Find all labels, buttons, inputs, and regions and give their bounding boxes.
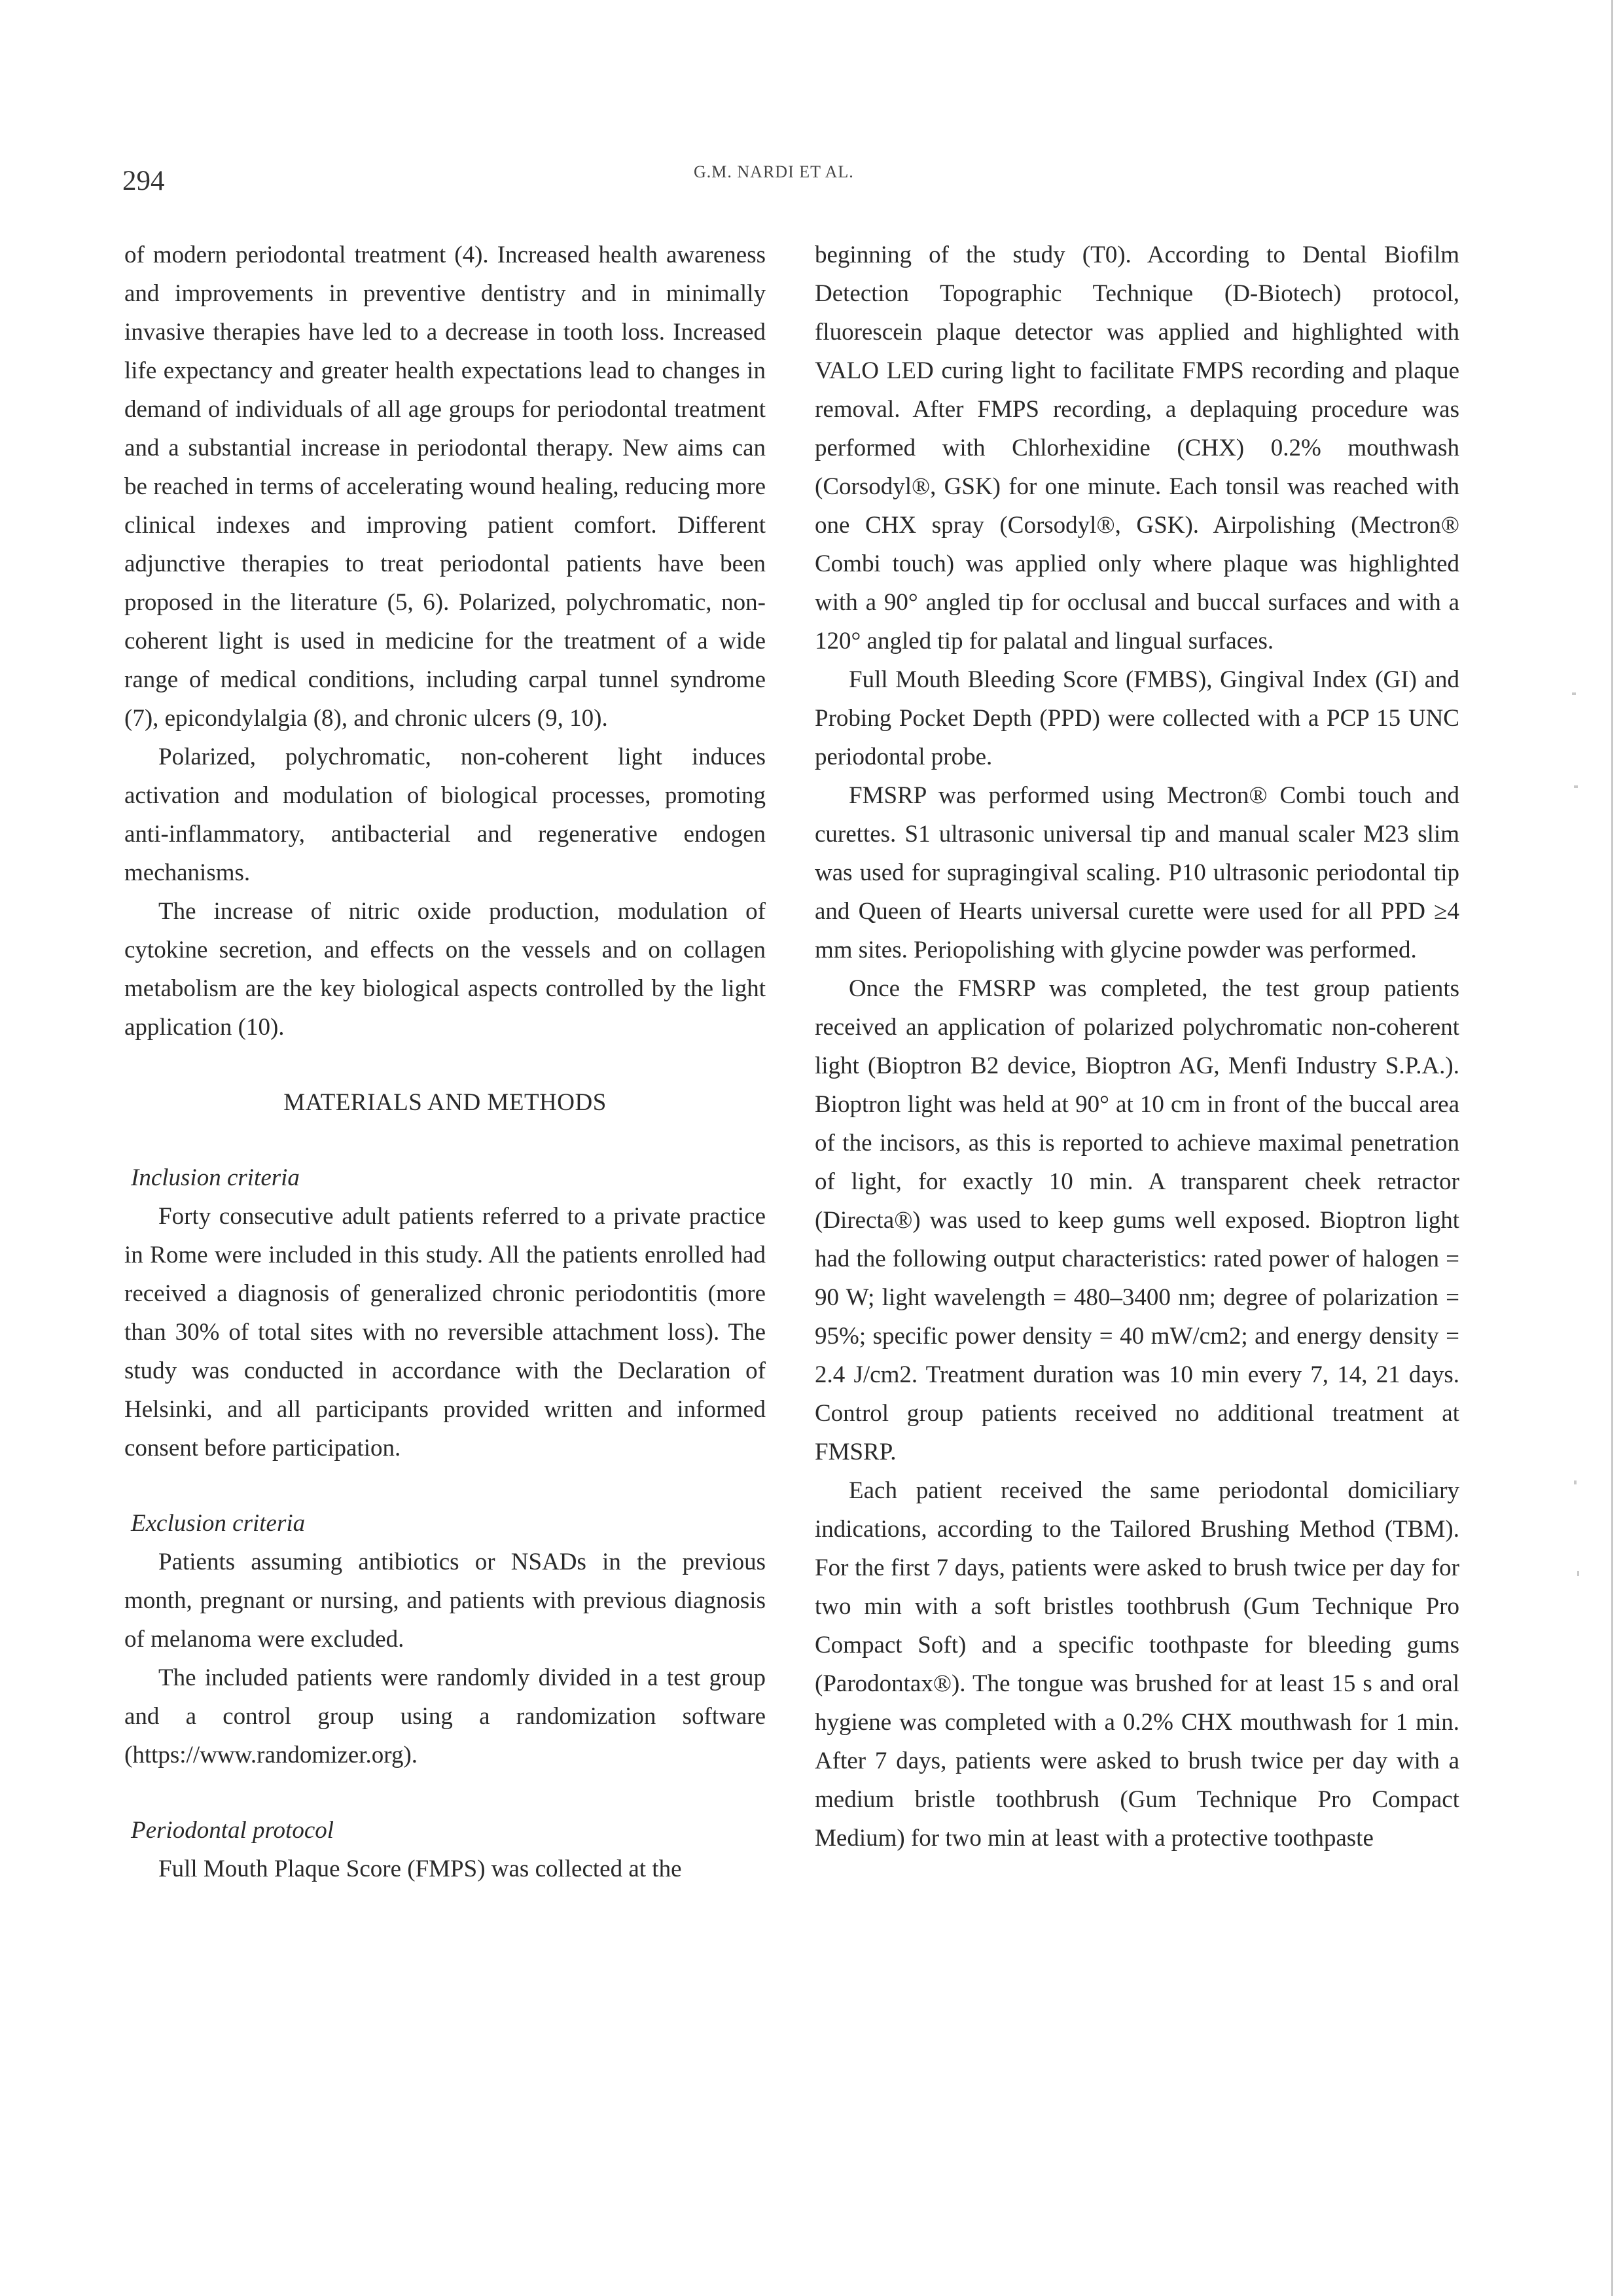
bioptron-paragraph: Once the FMSRP was completed, the test group patients received an application of polarized polychromatic non-coherent light (Bioptron B2 device, Bioptron AG, Menfi Industry S.P.A.). Bioptron light was held at 90° at 10 cm in front of the buccal area of the incisors, as this is reported to achieve maximal penetration of light, for exactly 10 min. A transparent cheek retractor (Directa®) was used to keep gums well exposed. Bioptron light had the following output characteristics: rated power of halogen = 90 W; light wavelength = 480–3400 nm; degree of polarization = 95%; specific power density = 40 mW/cm2; and energy density = 2.4 J/cm2. Treatment duration was 10 min every 7, 14, 21 days. Control group patients received no additional treatment at FMSRP. xyxy=(815,975,1459,1465)
right-column xyxy=(815,236,1459,1857)
protocol-paragraph: Full Mouth Plaque Score (FMPS) was collected at the xyxy=(158,1856,682,1882)
scan-edge-line xyxy=(1611,0,1613,2296)
subheading-periodontal-protocol: Periodontal protocol xyxy=(131,1817,334,1844)
scan-speck xyxy=(1574,785,1578,788)
intro-paragraph-2: Polarized, polychromatic, non-coherent light induces activation and modulation of biological processes, promoting anti-inflammatory, antibacterial and regenerative endogen mechanisms. xyxy=(124,744,766,886)
subheading-exclusion-criteria: Exclusion criteria xyxy=(131,1510,306,1537)
scan-speck xyxy=(1577,1571,1579,1576)
intro-paragraph-1: of modern periodontal treatment (4). Increased health awareness and improvements in preventive dentistry and in minimally invasive therapies have led to a decrease in tooth loss. Increased life expectancy and greater health expectations lead to changes in demand of individuals of all age groups for periodontal treatment and a substantial increase in periodontal therapy. New aims can be reached in terms of accelerating wound healing, reducing more clinical indexes and improving patient comfort. Different adjunctive therapies to treat periodontal patients have been proposed in the literature (5, 6). Polarized, polychromatic, non-coherent light is used in medicine for the treatment of a wide range of medical conditions, including carpal tunnel syndrome (7), epicondylalgia (8), and chronic ulcers (9, 10). xyxy=(124,242,766,732)
protocol-continued-paragraph: beginning of the study (T0). According to Dental Biofilm Detection Topographic Technique (D-Biotech) protocol, fluorescein plaque detector was applied and highlighted with VALO LED curing light to facilitate FMPS recording and plaque removal. After FMPS recording, a deplaquing procedure was performed with Chlorhexidine (CHX) 0.2% mouthwash (Corsodyl®, GSK) for one minute. Each tonsil was reached with one CHX spray (Corsodyl®, GSK). Airpolishing (Mectron® Combi touch) was applied only where plaque was highlighted with a 90° angled tip for occlusal and buccal surfaces and with a 120° angled tip for palatal and lingual surfaces. xyxy=(815,242,1459,655)
subheading-inclusion-criteria: Inclusion criteria xyxy=(131,1164,300,1191)
indexes-paragraph: Full Mouth Bleeding Score (FMBS), Gingival Index (GI) and Probing Pocket Depth (PPD) were collected with a PCP 15 UNC periodontal probe. xyxy=(815,666,1459,770)
intro-paragraph-3: The increase of nitric oxide production, modulation of cytokine secretion, and effects on the vessels and on collagen metabolism are the key biological aspects controlled by the light application (10). xyxy=(124,898,766,1041)
running-head: G.M. NARDI ET AL. xyxy=(694,162,854,181)
fmsrp-paragraph: FMSRP was performed using Mectron® Combi touch and curettes. S1 ultrasonic universal tip and manual scaler M23 slim was used for supragingival scaling. P10 ultrasonic periodontal tip and Queen of Hearts universal curette were used for all PPD ≥4 mm sites. Periopolishing with glycine powder was performed. xyxy=(815,782,1459,963)
left-column xyxy=(124,236,766,1888)
section-title-materials-methods: MATERIALS AND METHODS xyxy=(283,1089,607,1116)
scan-speck xyxy=(1574,1480,1577,1484)
domiciliary-paragraph: Each patient received the same periodontal domiciliary indications, according to the Tailored Brushing Method (TBM). For the first 7 days, patients were asked to brush twice per day for two min with a soft bristles toothbrush (Gum Technique Pro Compact Soft) and a specific toothpaste for bleeding gums (Parodontax®). The tongue was brushed for at least 15 s and oral hygiene was completed with a 0.2% CHX mouthwash for 1 min. After 7 days, patients were asked to brush twice per day with a medium bristle toothbrush (Gum Technique Pro Compact Medium) for two min at least with a protective toothpaste xyxy=(815,1477,1459,1852)
page-number: 294 xyxy=(122,166,165,196)
inclusion-paragraph: Forty consecutive adult patients referred to a private practice in Rome were included in this study. All the patients enrolled had received a diagnosis of generalized chronic periodontitis (more than 30% of total sites with no reversible attachment loss). The study was conducted in accordance with the Declaration of Helsinki, and all participants provided written and informed consent before participation. xyxy=(124,1203,766,1462)
scan-speck xyxy=(1572,692,1576,695)
randomization-paragraph: The included patients were randomly divided in a test group and a control group using a randomization software (https://www.randomizer.org). xyxy=(124,1664,766,1768)
exclusion-paragraph: Patients assuming antibiotics or NSADs in the previous month, pregnant or nursing, and patients with previous diagnosis of melanoma were excluded. xyxy=(124,1549,766,1653)
